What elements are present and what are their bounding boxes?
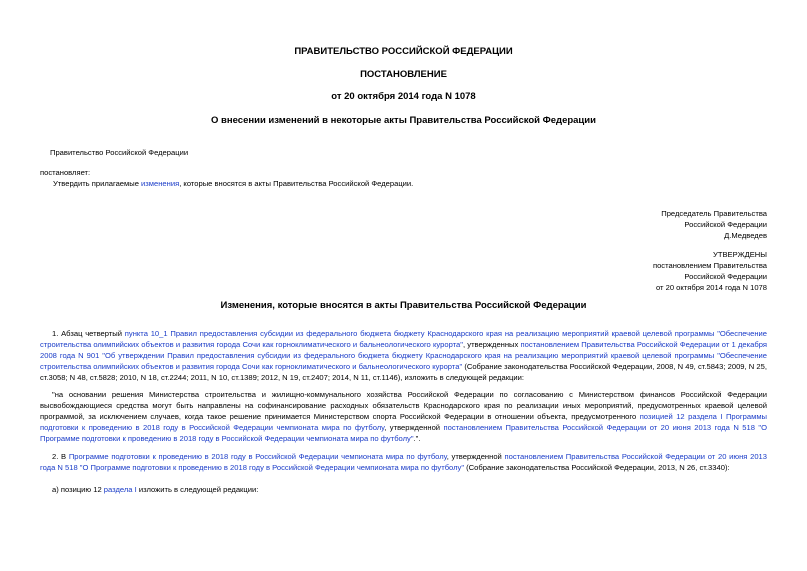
- changes-title: Изменения, которые вносятся в акты Правительства Российской Федерации: [220, 300, 587, 311]
- item-2a-text-1: а) позицию 12: [52, 485, 104, 494]
- item-2-text-2: , утвержденной: [446, 452, 505, 461]
- item-2-text-3: (Собрание законодательства Российской Федерации, 2013, N 26, ст.3340):: [464, 463, 730, 472]
- item-2-link-program[interactable]: Программе подготовки к проведению в 2018 году в Российской Федерации чемпионата мира по футболу: [68, 452, 447, 461]
- approve-text-pre: Утвердить прилагаемые: [53, 179, 142, 188]
- item-1-text-3: (Собрание законодательства Российской Федерации, 2008, N 49, ст.5843; 2009, N 25, ст.3058; N 48, ст.5828; 2010, N 18, ст.2244; 2011, N 10, ст.1389; 2012, N 19, ст.2407; 2014, N 11, ст.1146), изложить в следующей редакции:: [40, 362, 767, 382]
- document-date: от 20 октября 2014 года N 1078: [331, 91, 476, 102]
- approve-text-post: , которые вносятся в акты Правительства Российской Федерации.: [179, 179, 414, 188]
- signature-line-2: Российской Федерации: [684, 220, 767, 229]
- approved-line-2: постановлением Правительства: [652, 261, 767, 270]
- document-type: ПОСТАНОВЛЕНИЕ: [360, 69, 447, 80]
- item-1-text-2: , утвержденных: [462, 340, 521, 349]
- quote-link-position[interactable]: позицией 12 раздела I Программы подготовки к проведению в 2018 году в Российской Федерации чемпионата мира по футболу: [40, 412, 767, 432]
- item-2a-link-section[interactable]: раздела I: [103, 485, 137, 494]
- preamble-subject: Правительство Российской Федерации: [50, 148, 189, 157]
- item-2-text-1: 2. В: [52, 452, 69, 461]
- quote-text-3: .".: [413, 434, 421, 443]
- signature-line-3: Д.Медведев: [724, 231, 767, 240]
- item-2a-paragraph: [52, 484, 258, 495]
- approved-line-3: Российской Федерации: [684, 272, 767, 281]
- item-2-link-resolution[interactable]: постановлением Правительства Российской Федерации от 20 июня 2013 года N 518 "О Программе подготовки к проведению в 2018 году в Российской Федерации чемпионата мира по футболу": [40, 452, 767, 472]
- approved-line-4: от 20 октября 2014 года N 1078: [655, 283, 767, 292]
- government-heading: ПРАВИТЕЛЬСТВО РОССИЙСКОЙ ФЕДЕРАЦИИ: [294, 46, 513, 57]
- signature-line-1: Председатель Правительства: [661, 209, 767, 218]
- document-title: О внесении изменений в некоторые акты Правительства Российской Федерации: [211, 115, 596, 126]
- quote-paragraph: [40, 389, 767, 444]
- approved-line-1: УТВЕРЖДЕНЫ: [713, 250, 767, 259]
- item-1-paragraph: [40, 328, 767, 383]
- quote-text-2: , утвержденной: [384, 423, 444, 432]
- approved-block: [507, 249, 767, 293]
- item-2a-text-2: изложить в следующей редакции:: [136, 485, 259, 494]
- signature-block: [507, 208, 767, 241]
- item-1-text-1: 1. Абзац четвертый: [52, 329, 125, 338]
- item-1-link-resolution[interactable]: постановлением Правительства Российской Федерации от 1 декабря 2008 года N 901 "Об утверждении Правил предоставления субсидии из федерального бюджета бюджету Краснодарского края на реализацию мероприятий краевой целевой программы "Обеспечение строительства олимпийских объектов и развития города Сочи как горноклиматического и бальнеологического курорта": [40, 340, 767, 371]
- preamble-decides: постановляет:: [40, 168, 91, 177]
- approve-link-changes[interactable]: изменения: [141, 179, 180, 188]
- quote-link-resolution[interactable]: постановлением Правительства Российской Федерации от 20 июня 2013 года N 518 "О Программе подготовки к проведению в 2018 году в Российской Федерации чемпионата мира по футболу": [40, 423, 768, 443]
- item-1-link-rules[interactable]: пункта 10_1 Правил предоставления субсидии из федерального бюджета бюджету Краснодарского края на реализацию мероприятий краевой целевой программы "Обеспечение строительства олимпийских объектов и развития города Сочи как горноклиматического и бальнеологического курорта": [40, 329, 767, 349]
- preamble-approve: [53, 178, 413, 189]
- item-2-paragraph: [40, 451, 767, 473]
- quote-text-1: "на основании решения Министерства строительства и жилищно-коммунального хозяйства Российской Федерации по согласованию с Министерством финансов Российской Федерации высвобождающиеся средства могут быть направлены на софинансирование расходных обязательств Краснодарского края по реализации иных мероприятий, предусмотренных краевой целевой программой, за исключением случаев, когда такое решение принимается Министерством спорта Российской Федерации в отношении объекта, предусмотренного: [40, 390, 767, 421]
